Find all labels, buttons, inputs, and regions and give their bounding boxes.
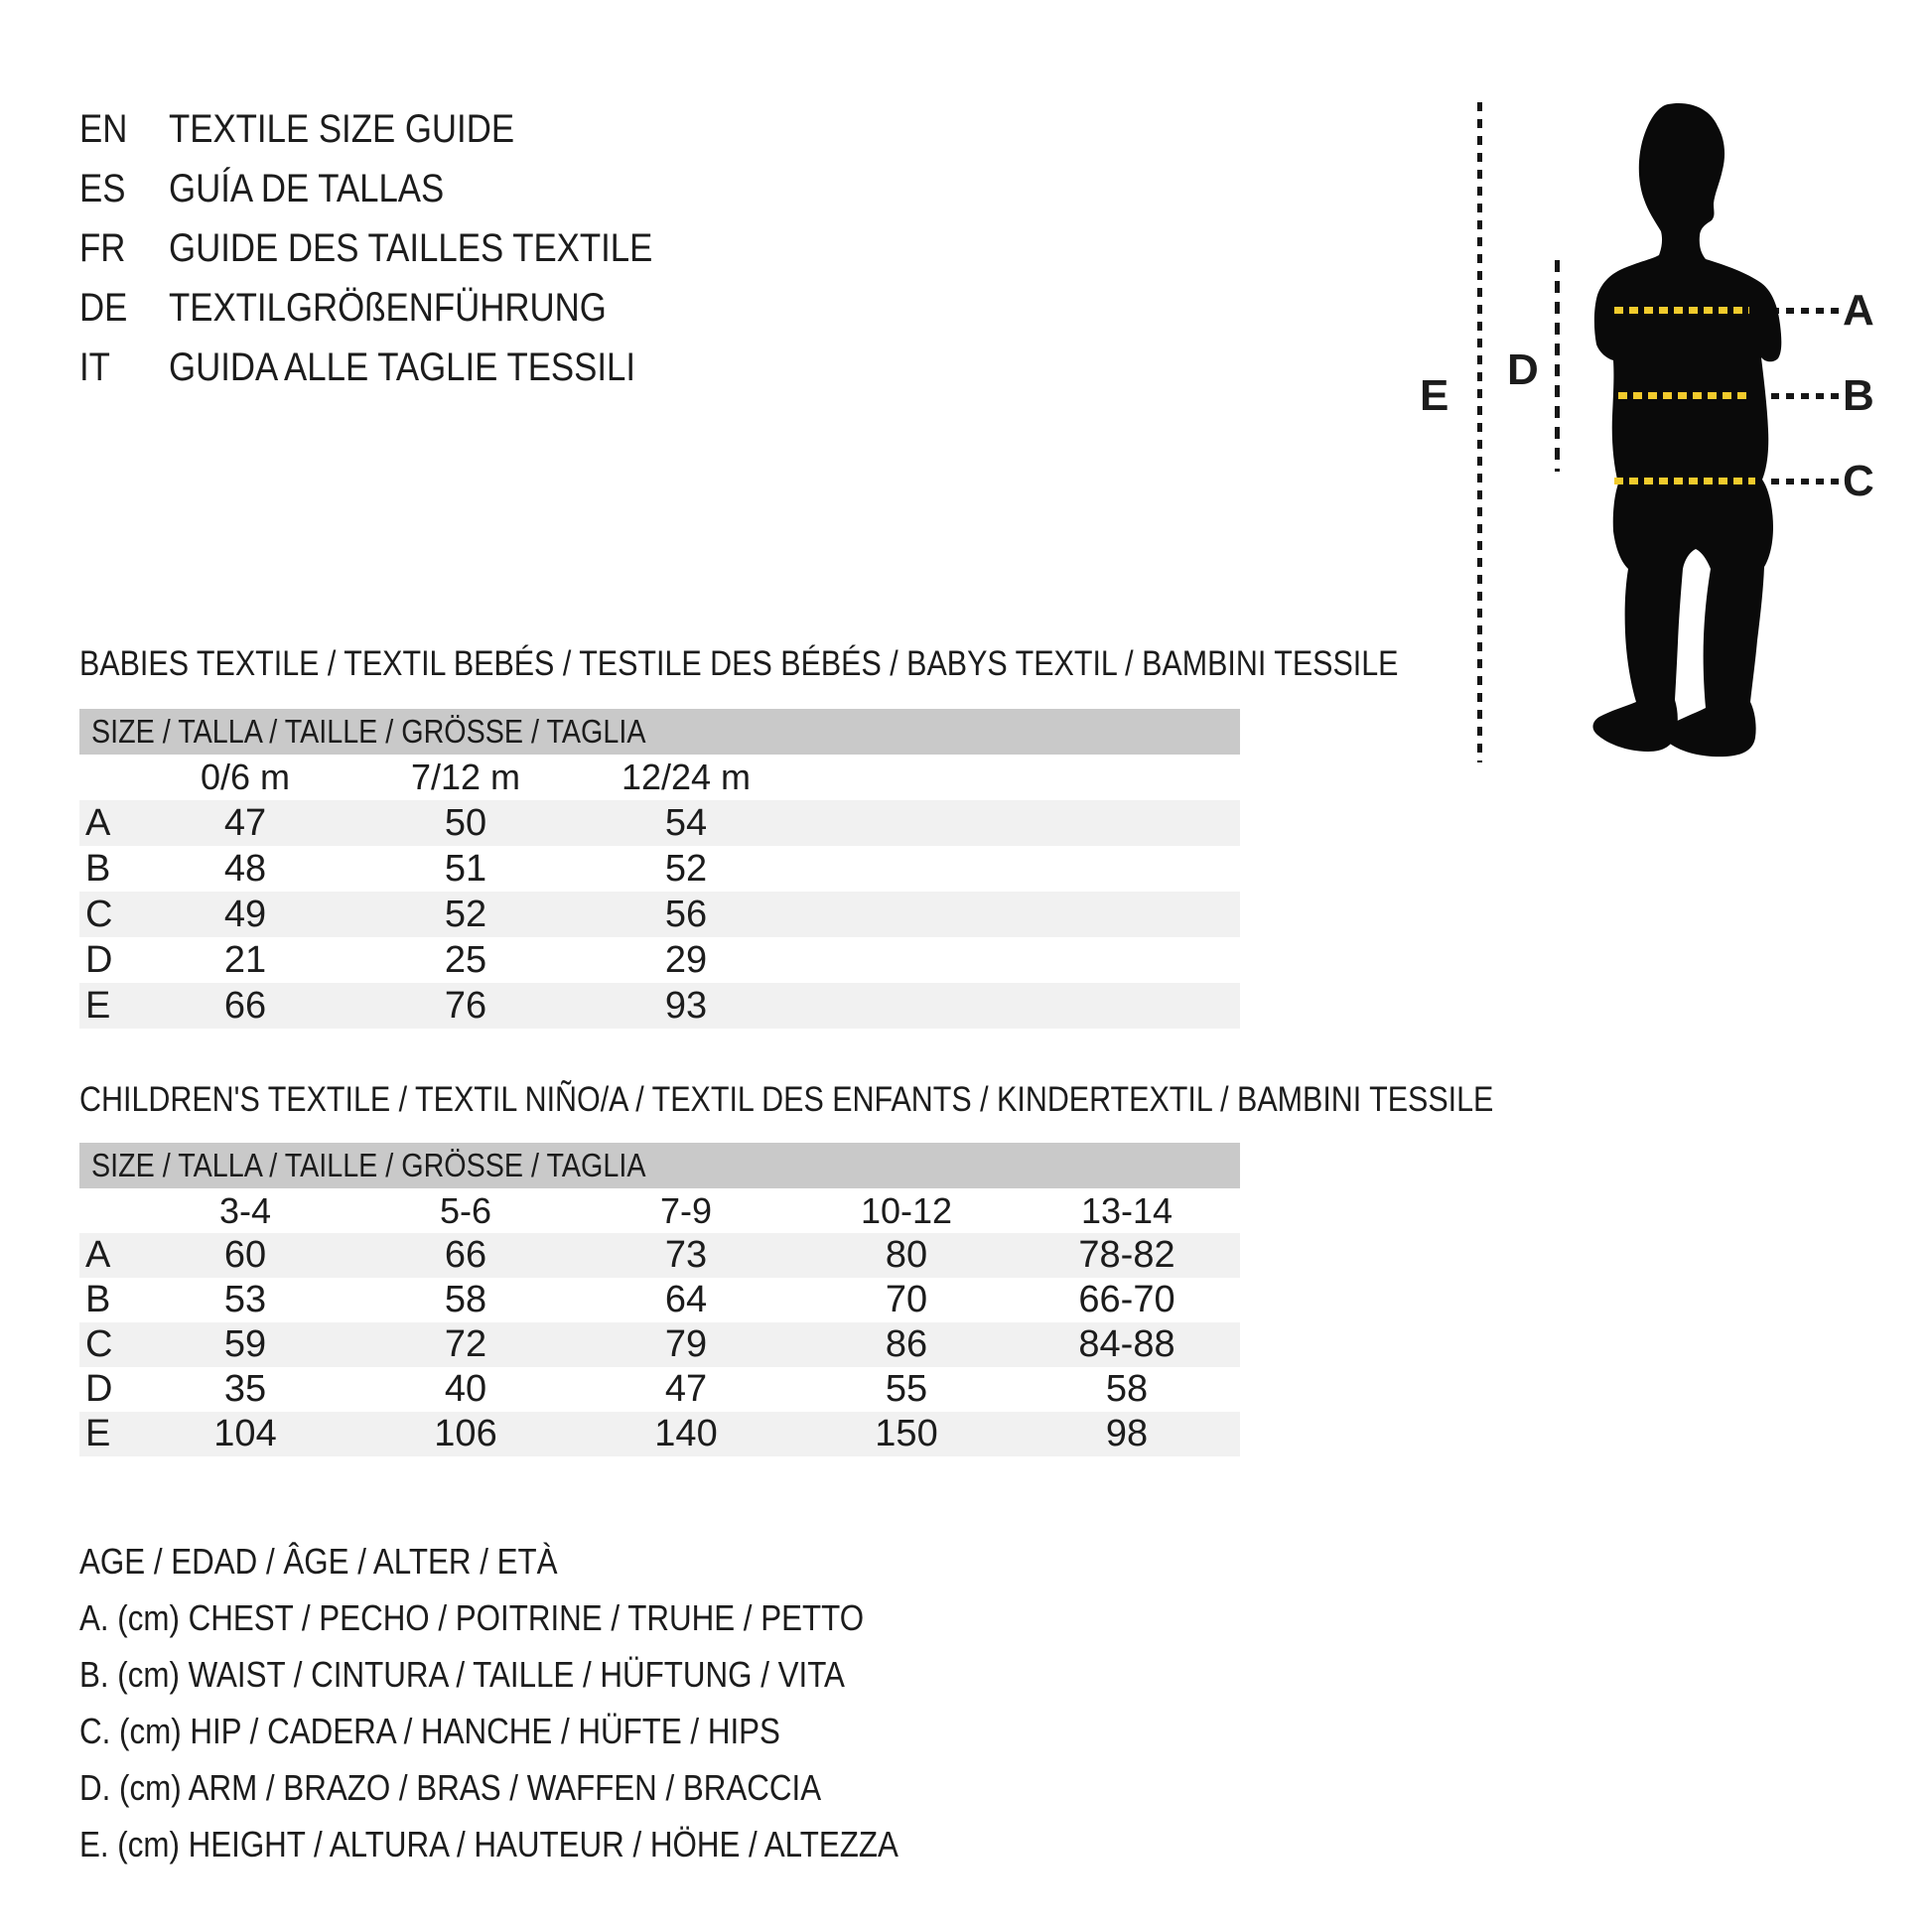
hip-line-yellow	[1614, 478, 1755, 484]
babies-section-title-text: BABIES TEXTILE / TEXTIL BEBÉS / TESTILE DES BÉBÉS / BABYS TEXTIL / BAMBINI TESSILE	[79, 644, 1399, 683]
lang-title: GUIDE DES TAILLES TEXTILE	[169, 226, 653, 270]
lang-code: ES	[79, 167, 126, 210]
row-label: B	[85, 1279, 111, 1320]
column-header: 12/24 m	[621, 757, 752, 797]
cell: 72	[444, 1323, 487, 1365]
cell: 86	[885, 1323, 928, 1365]
legend-arm: D. (cm) ARM / BRAZO / BRAS / WAFFEN / BRACCIA	[79, 1767, 822, 1808]
row-label: E	[85, 1413, 111, 1454]
cell: 70	[885, 1279, 928, 1320]
cell: 78-82	[1078, 1234, 1175, 1276]
lang-row-es	[79, 159, 973, 218]
cell: 58	[1105, 1368, 1149, 1410]
table-row	[79, 892, 1240, 937]
table-row	[79, 937, 1240, 983]
column-header: 7-9	[659, 1189, 713, 1231]
lang-title: GUIDA ALLE TAGLIE TESSILI	[169, 345, 636, 389]
hip-label: C	[1843, 457, 1874, 505]
lang-title: TEXTILE SIZE GUIDE	[169, 107, 515, 151]
lang-title: TEXTILGRÖßENFÜHRUNG	[169, 286, 607, 330]
cell: 49	[223, 893, 267, 935]
children-section-title	[79, 1080, 1705, 1120]
cell: 66	[444, 1234, 487, 1276]
column-header: 3-4	[218, 1189, 272, 1231]
cell: 52	[664, 847, 708, 890]
cell: 80	[885, 1234, 928, 1276]
table-row	[79, 1278, 1240, 1322]
lang-row-de	[79, 278, 973, 338]
cell: 66	[223, 984, 267, 1027]
chest-line-yellow	[1614, 307, 1749, 314]
lang-code: IT	[79, 345, 110, 389]
legend-chest: A. (cm) CHEST / PECHO / POITRINE / TRUHE / PETTO	[79, 1597, 865, 1638]
measurement-legend	[79, 1533, 1021, 1872]
lang-code: FR	[79, 226, 126, 270]
cell: 50	[444, 801, 487, 844]
table-row	[79, 1412, 1240, 1456]
cell: 51	[444, 847, 487, 890]
children-section-title-text: CHILDREN'S TEXTILE / TEXTIL NIÑO/A / TEXTIL DES ENFANTS / KINDERTEXTIL / BAMBINI TESSILE	[79, 1080, 1494, 1119]
cell: 60	[223, 1234, 267, 1276]
cell: 55	[885, 1368, 928, 1410]
babies-column-header-row	[79, 755, 1240, 800]
children-size-header-bar	[79, 1143, 1240, 1188]
table-row	[79, 983, 1240, 1029]
legend-waist: B. (cm) WAIST / CINTURA / TAILLE / HÜFTUNG / VITA	[79, 1654, 845, 1695]
cell: 21	[223, 938, 267, 981]
cell: 25	[444, 938, 487, 981]
cell: 93	[664, 984, 708, 1027]
column-header: 10-12	[860, 1189, 953, 1231]
lang-title: GUÍA DE TALLAS	[169, 167, 445, 210]
cell: 52	[444, 893, 487, 935]
cell: 29	[664, 938, 708, 981]
column-header: 7/12 m	[410, 757, 521, 797]
arm-label: D	[1507, 345, 1539, 394]
cell: 56	[664, 893, 708, 935]
column-header: 5-6	[439, 1189, 492, 1231]
table-row	[79, 1322, 1240, 1367]
row-label: C	[85, 1323, 113, 1365]
cell: 79	[664, 1323, 708, 1365]
cell: 73	[664, 1234, 708, 1276]
cell: 76	[444, 984, 487, 1027]
row-label: D	[85, 1368, 113, 1410]
row-label: D	[85, 938, 113, 981]
cell: 98	[1105, 1413, 1149, 1454]
height-label: E	[1420, 371, 1449, 420]
cell: 48	[223, 847, 267, 890]
cell: 104	[213, 1413, 277, 1454]
cell: 66-70	[1078, 1279, 1175, 1320]
children-size-table	[79, 1188, 1240, 1456]
legend-hip: C. (cm) HIP / CADERA / HANCHE / HÜFTE / HIPS	[79, 1711, 780, 1751]
cell: 140	[654, 1413, 718, 1454]
column-header: 13-14	[1080, 1189, 1173, 1231]
cell: 58	[444, 1279, 487, 1320]
children-size-header-text: SIZE / TALLA / TAILLE / GRÖSSE / TAGLIA	[91, 1147, 646, 1183]
table-row	[79, 800, 1240, 846]
lang-code: DE	[79, 286, 128, 330]
cell: 84-88	[1078, 1323, 1175, 1365]
table-row	[79, 1367, 1240, 1412]
row-label: B	[85, 847, 111, 890]
table-row	[79, 1233, 1240, 1278]
cell: 150	[875, 1413, 938, 1454]
row-label: A	[85, 1234, 111, 1276]
language-title-list	[79, 99, 973, 397]
legend-age: AGE / EDAD / ÂGE / ALTER / ETÀ	[79, 1541, 558, 1582]
row-label: E	[85, 984, 111, 1027]
cell: 64	[664, 1279, 708, 1320]
cell: 53	[223, 1279, 267, 1320]
babies-size-header-text: SIZE / TALLA / TAILLE / GRÖSSE / TAGLIA	[91, 713, 646, 750]
arm-measure-dashed-line	[1555, 260, 1560, 472]
table-row	[79, 846, 1240, 892]
cell: 59	[223, 1323, 267, 1365]
babies-size-header-bar	[79, 709, 1240, 755]
cell: 47	[664, 1368, 708, 1410]
cell: 40	[444, 1368, 487, 1410]
lang-row-it	[79, 338, 973, 397]
cell: 35	[223, 1368, 267, 1410]
cell: 54	[664, 801, 708, 844]
babies-size-table	[79, 755, 1240, 1029]
lang-row-en	[79, 99, 973, 159]
cell: 47	[223, 801, 267, 844]
column-header: 0/6 m	[200, 757, 291, 797]
chest-label: A	[1843, 286, 1874, 335]
row-label: C	[85, 893, 113, 935]
babies-section-title	[79, 644, 1595, 684]
legend-height: E. (cm) HEIGHT / ALTURA / HAUTEUR / HÖHE / ALTEZZA	[79, 1824, 898, 1864]
waist-line-yellow	[1618, 392, 1747, 399]
children-column-header-row	[79, 1188, 1240, 1233]
lang-code: EN	[79, 107, 128, 151]
child-silhouette	[1569, 94, 1807, 769]
row-label: A	[85, 801, 111, 844]
lang-row-fr	[79, 218, 973, 278]
cell: 106	[434, 1413, 497, 1454]
waist-label: B	[1843, 371, 1874, 420]
